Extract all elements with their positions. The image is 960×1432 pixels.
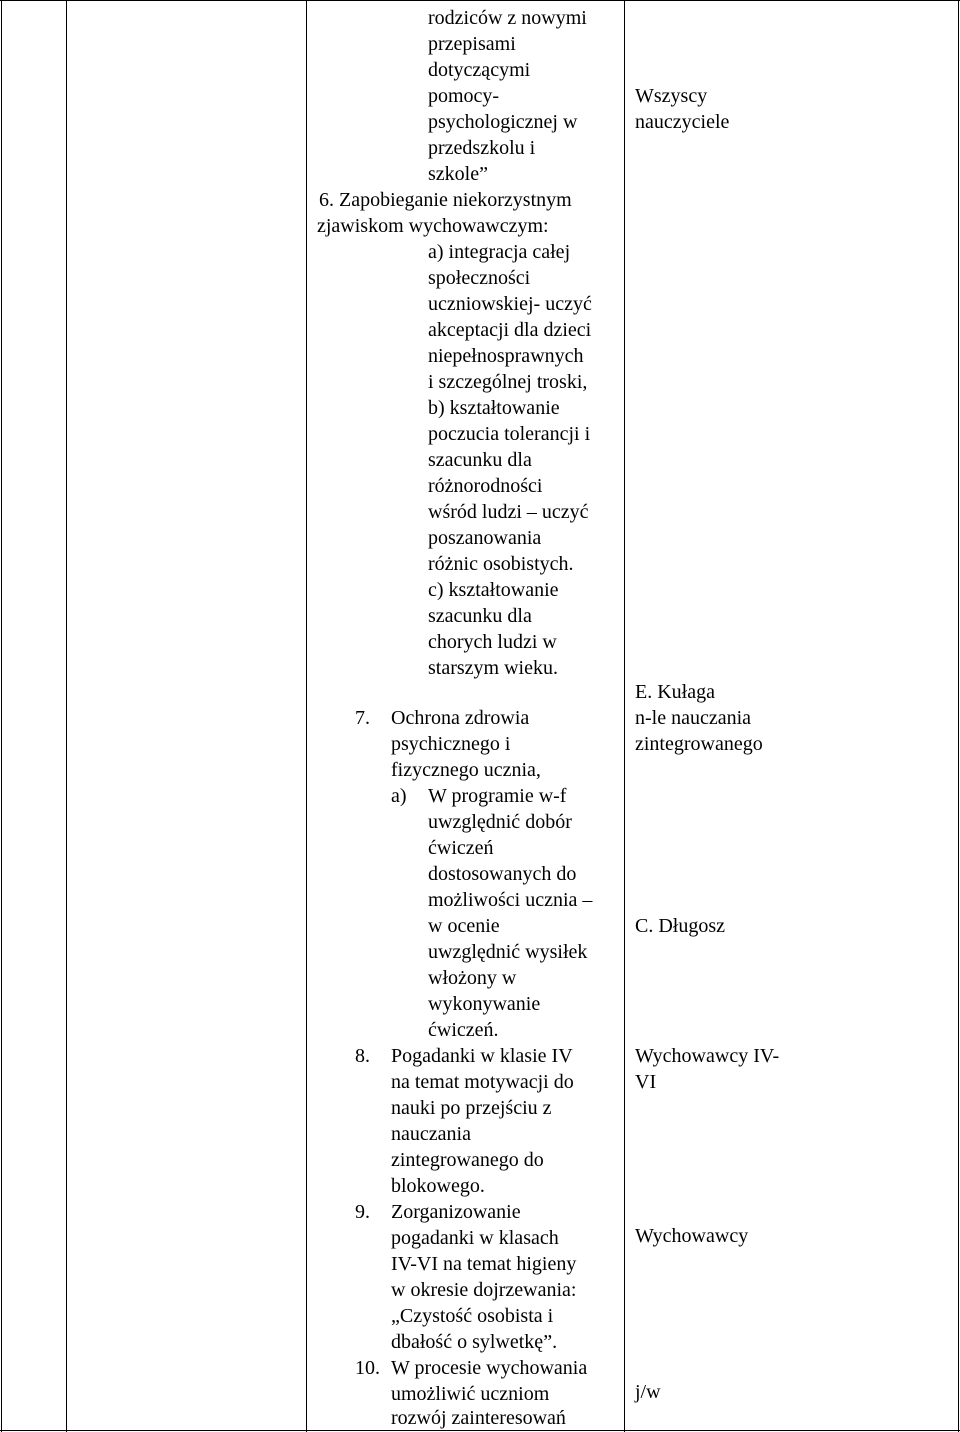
responsible-text: E. Kułaga <box>635 681 715 703</box>
responsible-text: Wychowawcy IV- <box>635 1045 780 1067</box>
responsible-text: j/w <box>635 1381 661 1403</box>
cell-text-line: b) kształtowanie <box>428 397 560 419</box>
table-top-border <box>0 0 960 1</box>
cell-text-line: blokowego. <box>391 1175 485 1197</box>
responsible-text: Wszyscy <box>635 85 708 107</box>
cell-text-line: „Czystość osobista i <box>391 1305 554 1327</box>
cell-text-line: wykonywanie <box>428 993 541 1015</box>
cell-text-line: wśród ludzi – uczyć <box>428 501 589 523</box>
cell-text-line: rozwój zainteresowań <box>391 1407 566 1429</box>
cell-text-line: na temat motywacji do <box>391 1071 574 1093</box>
cell-text-line: dbałość o sylwetkę”. <box>391 1331 558 1353</box>
responsible-text: nauczyciele <box>635 111 730 133</box>
cell-text-line: możliwości ucznia – <box>428 889 593 911</box>
cell-text-line: poszanowania <box>428 527 542 549</box>
cell-text-line: szacunku dla <box>428 449 532 471</box>
cell-text-line: c) kształtowanie <box>428 579 559 601</box>
cell-text-line: fizycznego ucznia, <box>391 759 541 781</box>
cell-text-line: Ochrona zdrowia <box>391 707 530 729</box>
cell-text-line: psychicznego i <box>391 733 511 755</box>
cell-text-line: umożliwić uczniom <box>391 1383 550 1405</box>
cell-text-line: pomocy- <box>428 85 500 107</box>
cell-text-line: W procesie wychowania <box>391 1357 588 1379</box>
cell-text-line: w ocenie <box>428 915 500 937</box>
cell-text-line: nauki po przejściu z <box>391 1097 552 1119</box>
cell-text-line: niepełnosprawnych <box>428 345 584 367</box>
list-number: 7. <box>355 707 370 729</box>
cell-text-line: nauczania <box>391 1123 471 1145</box>
cell-text-line: w okresie dojrzewania: <box>391 1279 577 1301</box>
cell-text-line: przepisami <box>428 33 516 55</box>
list-letter: a) <box>391 785 407 807</box>
cell-text-line: przedszkolu i <box>428 137 536 159</box>
cell-text-line: uwzględnić dobór <box>428 811 572 833</box>
cell-text-line: różnorodności <box>428 475 543 497</box>
column-border-1 <box>66 0 67 1432</box>
responsible-text: VI <box>635 1071 657 1093</box>
cell-text-line: ćwiczeń. <box>428 1019 499 1041</box>
cell-text-line: psychologicznej w <box>428 111 578 133</box>
responsible-text: C. Długosz <box>635 915 725 937</box>
cell-text-line: społeczności <box>428 267 531 289</box>
cell-text-line: IV-VI na temat higieny <box>391 1253 577 1275</box>
list-number: 10. <box>355 1357 380 1379</box>
cell-text-line: włożony w <box>428 967 517 989</box>
cell-text-line: zjawiskom wychowawczym: <box>317 215 549 237</box>
cell-text-line: szacunku dla <box>428 605 532 627</box>
cell-text-line: uczniowskiej- uczyć <box>428 293 592 315</box>
list-number: 9. <box>355 1201 370 1223</box>
cell-text-line: różnic osobistych. <box>428 553 574 575</box>
cell-text-line: pogadanki w klasach <box>391 1227 559 1249</box>
cell-text-line: chorych ludzi w <box>428 631 557 653</box>
cell-text-line: i szczególnej troski, <box>428 371 588 393</box>
column-border-2 <box>306 0 307 1432</box>
cell-text-line: dostosowanych do <box>428 863 577 885</box>
cell-text-line: starszym wieku. <box>428 657 558 679</box>
cell-text-line: akceptacji dla dzieci <box>428 319 592 341</box>
column-border-left <box>1 0 2 1432</box>
cell-text-line: uwzględnić wysiłek <box>428 941 588 963</box>
responsible-text: zintegrowanego <box>635 733 763 755</box>
column-border-right <box>958 0 959 1432</box>
responsible-text: Wychowawcy <box>635 1225 749 1247</box>
cell-text-line: Zorganizowanie <box>391 1201 521 1223</box>
responsible-text: n-le nauczania <box>635 707 752 729</box>
cell-text-line: ćwiczeń <box>428 837 494 859</box>
list-number: 8. <box>355 1045 370 1067</box>
cell-text-line: dotyczącymi <box>428 59 531 81</box>
cell-text-line: Pogadanki w klasie IV <box>391 1045 573 1067</box>
column-border-3 <box>624 0 625 1432</box>
cell-text-line: W programie w-f <box>428 785 567 807</box>
cell-text-line: poczucia tolerancji i <box>428 423 591 445</box>
cell-text-line: rodziców z nowymi <box>428 7 587 29</box>
cell-text-line: a) integracja całej <box>428 241 571 263</box>
cell-text-line: zintegrowanego do <box>391 1149 544 1171</box>
cell-text-line: szkole” <box>428 163 488 185</box>
cell-text-line: 6. Zapobieganie niekorzystnym <box>319 189 572 211</box>
